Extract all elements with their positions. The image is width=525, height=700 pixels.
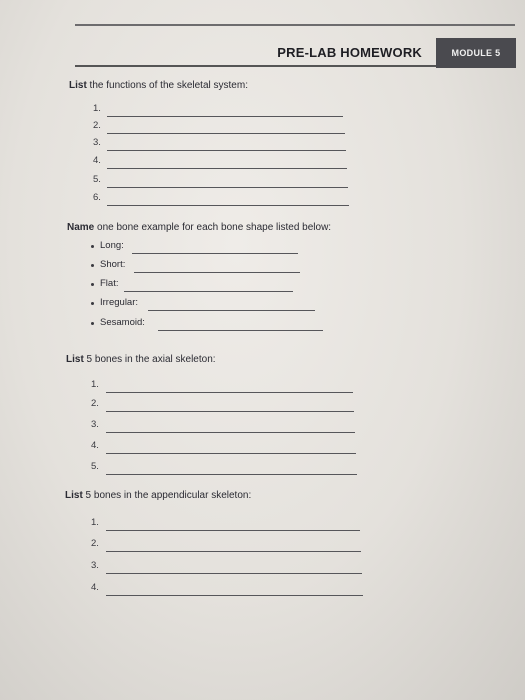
answer-underline [106,432,355,433]
shape-label: Irregular: [100,297,139,308]
answer-underline [158,330,323,331]
answer-underline [107,168,347,169]
question-lead: List [69,80,87,91]
answer-underline [132,253,298,254]
line-number: 2. [93,120,101,131]
line-number: 5. [93,174,101,185]
question-axial [66,354,216,365]
answer-underline [106,411,354,412]
question-text: 5 bones in the axial skeleton: [83,354,216,365]
answer-underline [106,453,356,454]
question-appendicular [65,490,251,501]
bullet-icon [91,302,94,305]
answer-underline [106,551,361,552]
answer-underline [106,595,363,596]
line-number: 2. [91,538,99,549]
answer-underline [134,272,300,273]
line-number: 4. [93,155,101,166]
answer-underline [106,392,353,393]
answer-underline [107,133,345,134]
question-text: the functions of the skeletal system: [86,80,248,91]
question-functions [69,80,248,91]
bullet-icon [91,283,94,286]
answer-underline [106,474,357,475]
line-number: 3. [93,137,101,148]
line-number: 3. [91,419,99,430]
line-number: 3. [91,560,99,571]
answer-underline [107,116,343,117]
line-number: 6. [93,192,101,203]
question-lead: List [65,490,83,501]
line-number: 1. [91,517,99,528]
answer-underline [107,150,346,151]
answer-underline [124,291,293,292]
line-number: 4. [91,440,99,451]
module-badge: MODULE 5 [436,38,516,68]
question-text: one bone example for each bone shape listed below: [94,222,332,233]
top-divider [75,24,515,26]
answer-underline [106,530,360,531]
line-number: 2. [91,398,99,409]
question-text: 5 bones in the appendicular skeleton: [82,490,252,501]
bullet-icon [91,264,94,267]
line-number: 1. [93,103,101,114]
page-title: PRE-LAB HOMEWORK [277,45,422,60]
answer-underline [148,310,315,311]
shape-label: Sesamoid: [100,317,145,328]
line-number: 1. [91,379,99,390]
question-bone-shapes [67,222,331,233]
line-number: 5. [91,461,99,472]
bullet-icon [91,245,94,248]
answer-underline [106,573,362,574]
shape-label: Short: [100,259,126,270]
shape-label: Long: [100,240,124,251]
line-number: 4. [91,582,99,593]
page-header [75,38,436,67]
question-lead: List [66,354,84,365]
shape-label: Flat: [100,278,119,289]
answer-underline [107,205,349,206]
answer-underline [107,187,348,188]
bullet-icon [91,322,94,325]
question-lead: Name [67,222,95,233]
